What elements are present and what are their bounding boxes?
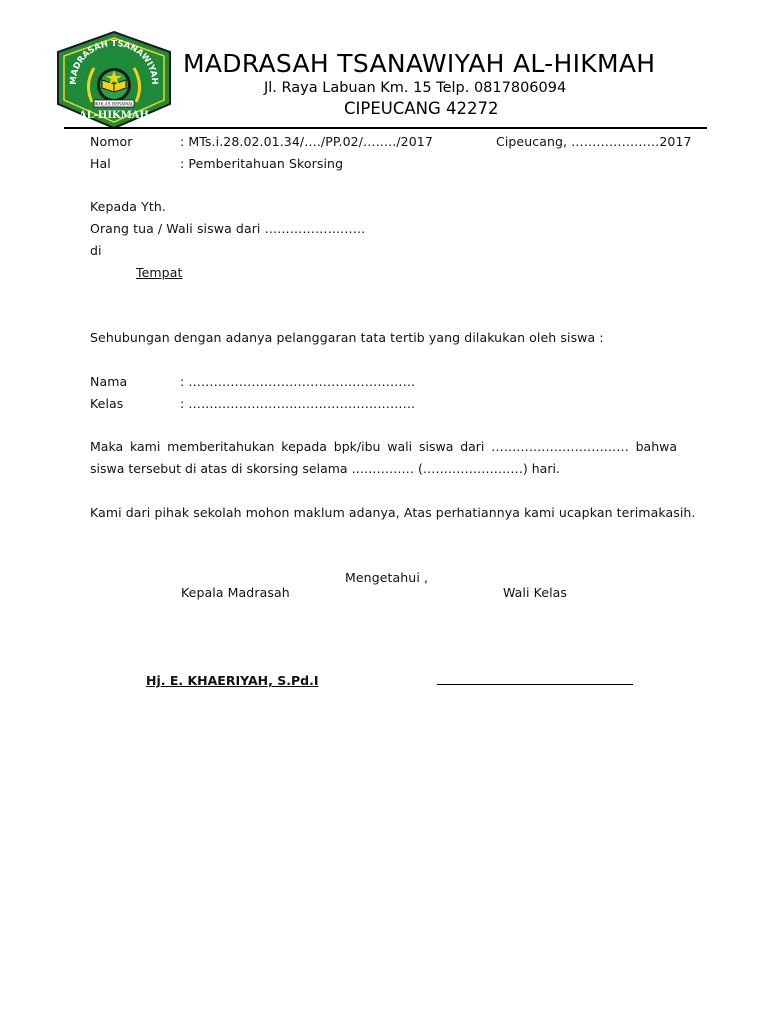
recipient-place: Tempat: [136, 265, 183, 280]
recipient-di: di: [90, 243, 102, 258]
logo-top-text: MADRASAH TSANAWIYAH: [68, 38, 160, 85]
paragraph-notification: Maka kami memberitahukan kepada bpk/ibu wali siswa dari …………………………… bahwa siswa tersebut di atas di skorsing selama …………… (……………………) hari.: [90, 439, 677, 476]
nomor-label: Nomor: [90, 134, 133, 149]
nama-value: : ………………………………………………: [180, 374, 416, 389]
nomor-value: : MTs.i.28.02.01.34/…./PP.02/……../2017: [180, 134, 433, 149]
hal-value: : Pemberitahuan Skorsing: [180, 156, 344, 171]
school-address: Jl. Raya Labuan Km. 15 Telp. 0817806094: [264, 80, 567, 96]
school-name: MADRASAH TSANAWIYAH AL-HIKMAH: [183, 49, 656, 78]
paragraph-closing: Kami dari pihak sekolah mohon maklum adanya, Atas perhatiannya kami ucapkan terimakasih.: [90, 505, 696, 520]
hal-label: Hal: [90, 156, 111, 171]
logo-ribbon-text: IKHLAS BERAMAL: [94, 102, 134, 108]
wali-signature-line: [437, 684, 633, 685]
mengetahui-text: Mengetahui ,: [345, 570, 429, 585]
header-divider: [64, 127, 707, 129]
kepala-name: Hj. E. KHAERIYAH, S.Pd.I: [146, 673, 319, 688]
letter-date: Cipeucang, …………………2017: [496, 134, 692, 149]
school-logo: [54, 30, 174, 130]
recipient-greeting: Kepada Yth.: [90, 199, 166, 214]
kelas-value: : ………………………………………………: [180, 396, 416, 411]
wali-title: Wali Kelas: [503, 585, 568, 600]
school-city: CIPEUCANG 42272: [344, 99, 499, 118]
nama-label: Nama: [90, 374, 128, 389]
intro-text: Sehubungan dengan adanya pelanggaran tata tertib yang dilakukan oleh siswa :: [90, 330, 604, 345]
recipient-name: Orang tua / Wali siswa dari ……………………: [90, 221, 366, 236]
kepala-title: Kepala Madrasah: [181, 585, 290, 600]
kelas-label: Kelas: [90, 396, 124, 411]
logo-bottom-text: AL-HIKMAH: [78, 110, 150, 121]
